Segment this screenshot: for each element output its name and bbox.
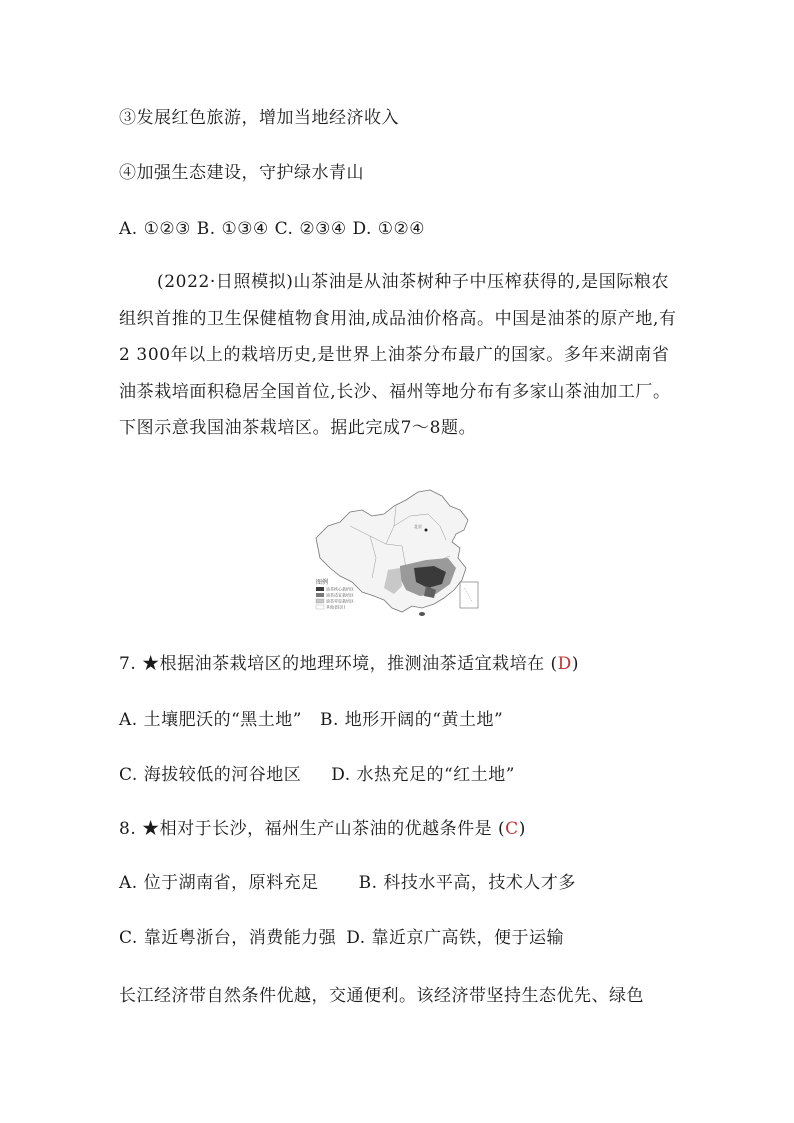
q8-close: ) [518, 819, 526, 839]
q7-answer: D [557, 654, 572, 674]
q8-answer: C [505, 819, 519, 839]
legend-item-other: 其他省(区) [326, 604, 346, 610]
passage-paragraph: (2022·日照模拟)山茶油是从油茶树种子中压榨获得的,是国际粮农组织首推的卫生保健植物食用油,成品油价格高。中国是油茶的原产地,有2 300年以上的栽培历史,是世界上油茶分布最广的国家。多年来湖南省油茶栽培面积稳居全国首位,长沙、福州等地分布有多家山茶油加工厂。下图示意我国油茶栽培区。据此完成7～8题。 [119, 272, 677, 438]
beijing-marker [425, 529, 428, 532]
q8-stem-text: 8. ★相对于长沙，福州生产山茶油的优越条件是 ( [119, 819, 506, 839]
q8-option-c: C. 靠近粤浙台，消费能力强 [119, 928, 337, 948]
legend-item-scattered: 油茶零星栽培区 [326, 598, 354, 604]
q7-option-d: D. 水热充足的“红土地” [331, 765, 515, 785]
question-7-options-ab [119, 709, 503, 731]
q7-option-a: A. 土壤肥沃的“黑土地” [119, 710, 302, 730]
south-sea-inset [460, 582, 478, 608]
question-7-stem [119, 653, 579, 675]
question-8-options-ab [119, 872, 576, 894]
question-8-stem [119, 818, 526, 840]
question-8-options-cd [119, 927, 564, 949]
q7-option-c: C. 海拔较低的河谷地区 [119, 765, 302, 785]
q8-option-b: B. 科技水平高，技术人才多 [358, 873, 576, 893]
beijing-label: 北京 [414, 524, 422, 529]
legend-item-core: 油茶核心栽培区 [326, 586, 354, 592]
q8-option-d: D. 靠近京广高铁，便于运输 [346, 928, 565, 948]
option-4-line: ④加强生态建设，守护绿水青山 [119, 163, 364, 183]
question-7-options-cd [119, 764, 515, 786]
legend-item-suitable: 油茶适宜栽培区 [326, 592, 354, 598]
q8-option-a: A. 位于湖南省，原料充足 [119, 873, 319, 893]
choices-line: A. ①②③ B. ①③④ C. ②③④ D. ①②④ [119, 219, 426, 239]
q7-close: ) [571, 654, 579, 674]
china-map-figure [310, 486, 490, 620]
next-passage-line: 长江经济带自然条件优越，交通便利。该经济带坚持生态优先、绿色 [119, 986, 644, 1006]
china-camellia-map [310, 486, 490, 620]
q7-stem-text: 7. ★根据油茶栽培区的地理环境，推测油茶适宜栽培在 ( [119, 654, 558, 674]
option-3-line: ③发展红色旅游，增加当地经济收入 [119, 108, 399, 128]
legend-title: 图例 [316, 579, 329, 586]
q7-option-b: B. 地形开阔的“黄土地” [319, 710, 504, 730]
